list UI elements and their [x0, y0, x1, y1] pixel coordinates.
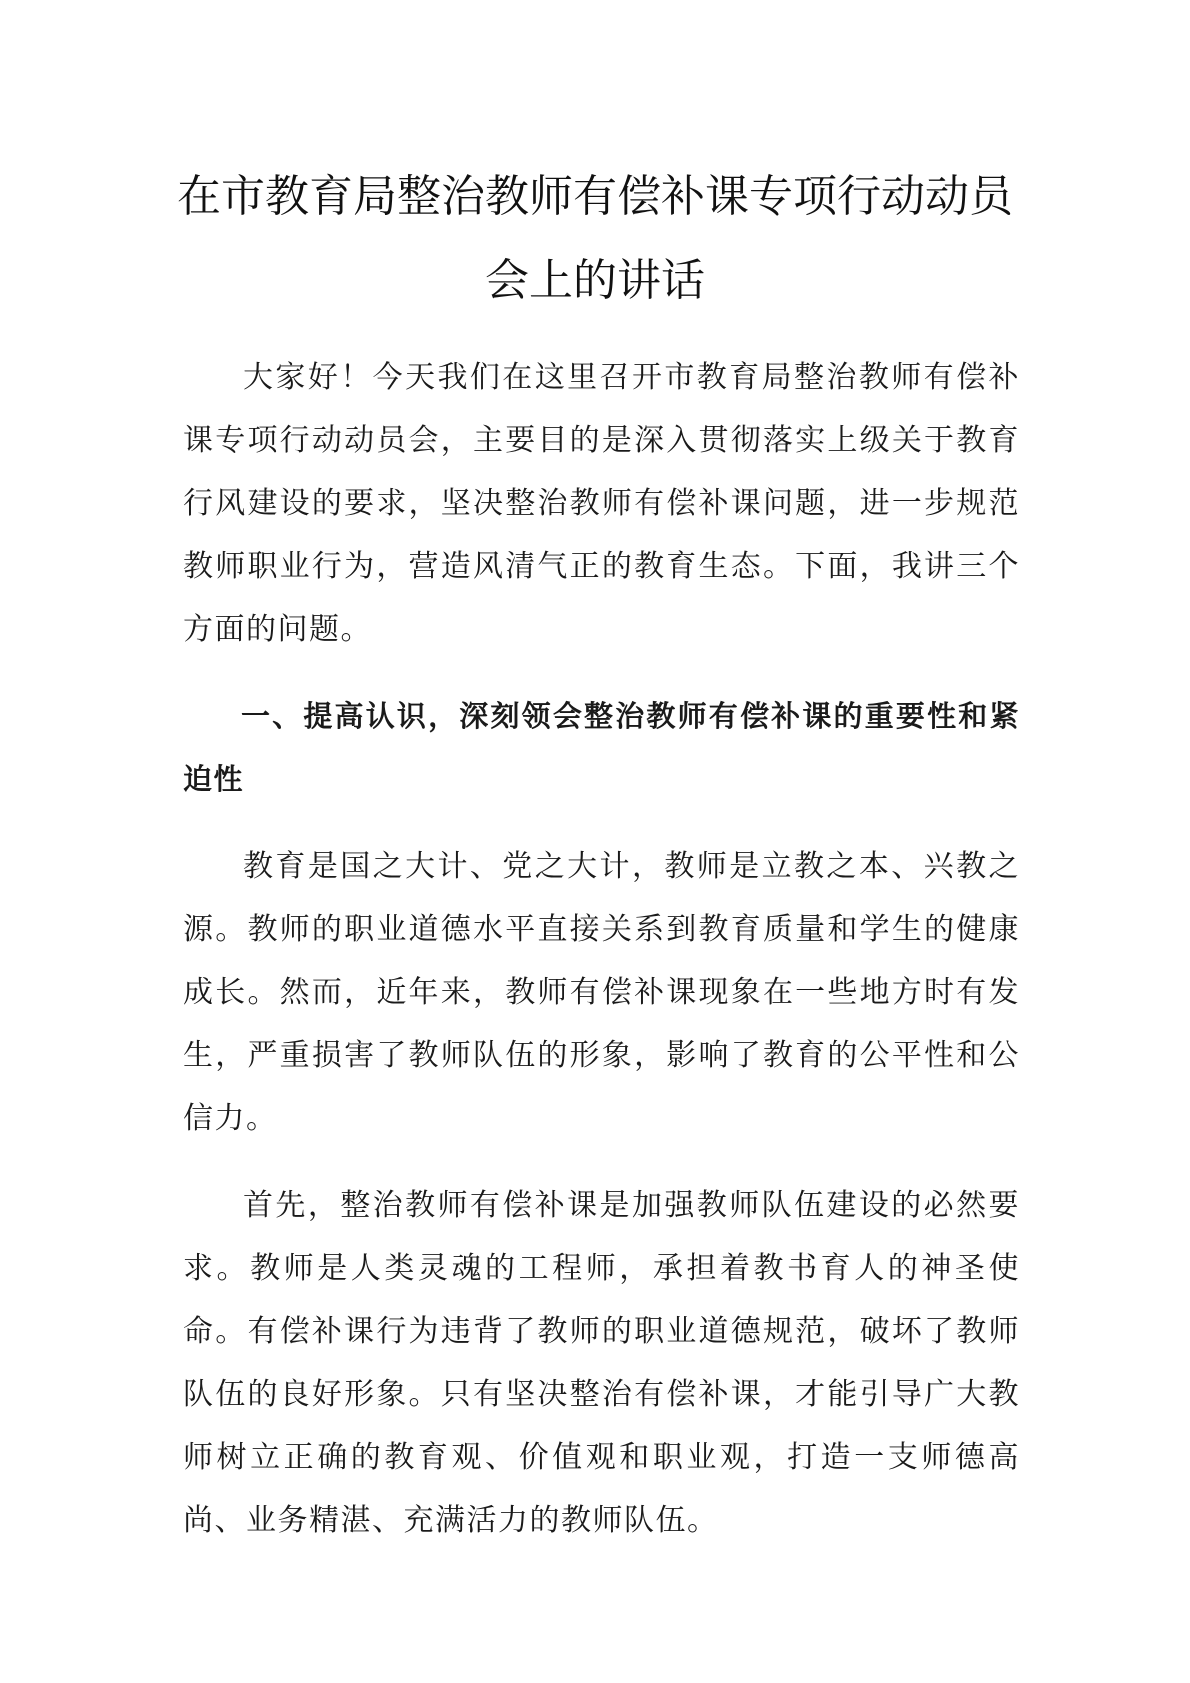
body-paragraph: 教育是国之大计、党之大计，教师是立教之本、兴教之源。教师的职业道德水平直接关系到教育质量和学生的健康成长。然而，近年来，教师有偿补课现象在一些地方时有发生，严重损害了教师队伍的形象，影响了教育的公平性和公信力。	[183, 849, 1020, 1136]
document-body	[183, 346, 1020, 1576]
body-paragraph: 首先，整治教师有偿补课是加强教师队伍建设的必然要求。教师是人类灵魂的工程师，承担着教书育人的神圣使命。有偿补课行为违背了教师的职业道德规范，破坏了教师队伍的良好形象。只有坚决整治有偿补课，才能引导广大教师树立正确的教育观、价值观和职业观，打造一支师德高尚、业务精湛、充满活力的教师队伍。	[183, 1188, 1020, 1538]
title-line-2: 会上的讲话	[485, 255, 705, 306]
document-title	[150, 155, 1040, 323]
section-heading-1: 一、提高认识，深刻领会整治教师有偿补课的重要性和紧迫性	[183, 699, 1020, 796]
opening-paragraph: 大家好！今天我们在这里召开市教育局整治教师有偿补课专项行动动员会，主要目的是深入贯彻落实上级关于教育行风建设的要求，坚决整治教师有偿补课问题，进一步规范教师职业行为，营造风清气正的教育生态。下面，我讲三个方面的问题。	[183, 360, 1020, 647]
title-line-1: 在市教育局整治教师有偿补课专项行动动员	[177, 171, 1013, 222]
